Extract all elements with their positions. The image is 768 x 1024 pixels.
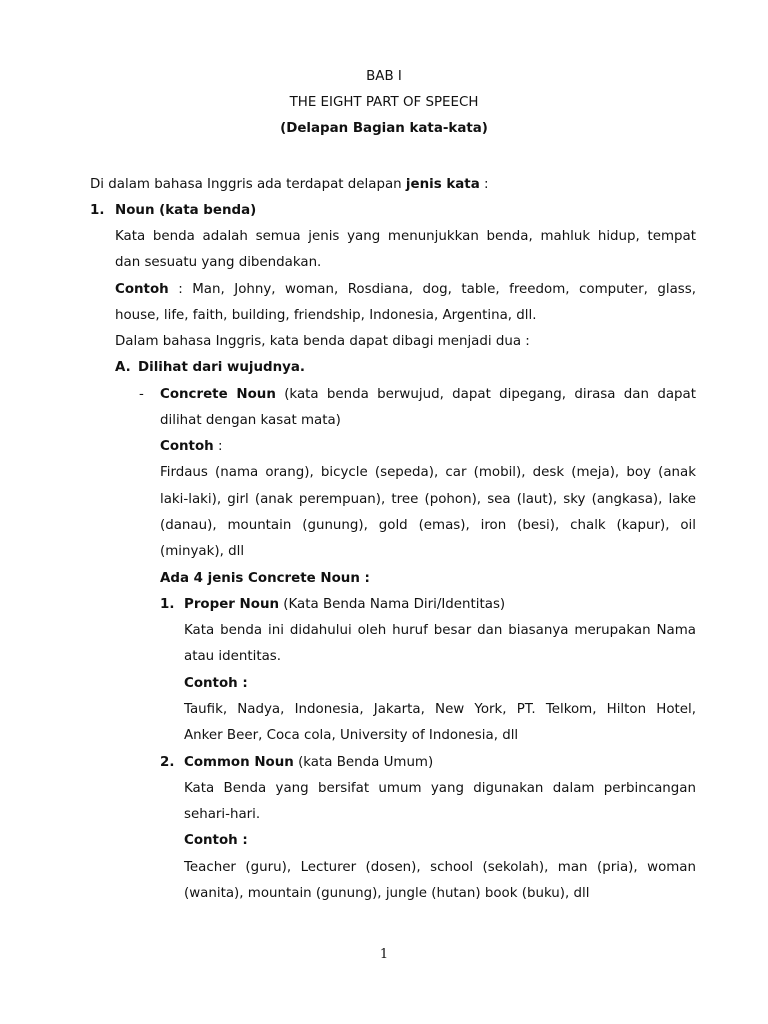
noun-example-line: Contoh : Man, Johny, woman, Rosdiana, dog, table, freedom, computer, glass, [115, 282, 696, 297]
proper-title: Proper Noun [184, 597, 280, 612]
proper-number: 1. [160, 597, 175, 612]
noun-number: 1. [90, 203, 105, 218]
noun-heading: Noun (kata benda) [115, 203, 257, 218]
noun-definition-line: Kata benda adalah semua jenis yang menunjukkan benda, mahluk hidup, tempat [115, 229, 696, 244]
concrete-dash: - [139, 387, 144, 402]
common-example-line: Teacher (guru), Lecturer (dosen), school (sekolah), man (pria), woman [184, 860, 696, 875]
concrete-heading-line: Concrete Noun (kata benda berwujud, dapat dipegang, dirasa dan dapat [160, 387, 696, 402]
noun-example-line: house, life, faith, building, friendship, Indonesia, Argentina, dll. [115, 308, 537, 323]
contoh-label: Contoh [115, 282, 169, 297]
concrete-example-line: (minyak), dll [160, 544, 245, 559]
common-title: Common Noun [184, 755, 294, 770]
concrete-example-line: Firdaus (nama orang), bicycle (sepeda), car (mobil), desk (meja), boy (anak [160, 465, 696, 480]
concrete-title: Concrete Noun [160, 387, 276, 402]
common-example-line: (wanita), mountain (gunung), jungle (hutan) book (buku), dll [184, 886, 590, 901]
intro-emphasis: jenis kata [405, 177, 480, 192]
common-definition-line: sehari-hari. [184, 807, 261, 822]
chapter-title: THE EIGHT PART OF SPEECH [289, 95, 479, 110]
concrete-types-heading: Ada 4 jenis Concrete Noun : [160, 571, 370, 586]
concrete-example-line: (danau), mountain (gunung), gold (emas), iron (besi), chalk (kapur), oil [160, 518, 696, 533]
chapter-subtitle: (Delapan Bagian kata-kata) [280, 121, 488, 136]
common-number: 2. [160, 755, 175, 770]
section-a-letter: A. [115, 360, 131, 375]
proper-example-line: Taufik, Nadya, Indonesia, Jakarta, New York, PT. Telkom, Hilton Hotel, [184, 702, 696, 717]
proper-definition-line: atau identitas. [184, 649, 282, 664]
noun-division-line: Dalam bahasa Inggris, kata benda dapat dibagi menjadi dua : [115, 334, 530, 349]
proper-heading-line: Proper Noun (Kata Benda Nama Diri/Identitas) [184, 597, 506, 612]
section-a-heading: Dilihat dari wujudnya. [138, 360, 305, 375]
proper-definition-line: Kata benda ini didahului oleh huruf besar dan biasanya merupakan Nama [184, 623, 696, 638]
contoh-label: Contoh [160, 439, 214, 454]
common-contoh-label: Contoh : [184, 833, 248, 848]
chapter-heading: BAB I [366, 69, 402, 84]
proper-example-line: Anker Beer, Coca cola, University of Indonesia, dll [184, 728, 519, 743]
concrete-contoh-line: Contoh : [160, 439, 223, 454]
noun-definition-line: dan sesuatu yang dibendakan. [115, 255, 322, 270]
common-definition-line: Kata Benda yang bersifat umum yang digunakan dalam perbincangan [184, 781, 696, 796]
proper-contoh-label: Contoh : [184, 676, 248, 691]
concrete-desc-line: dilihat dengan kasat mata) [160, 413, 341, 428]
page-number: 1 [379, 947, 389, 962]
intro-line: Di dalam bahasa Inggris ada terdapat delapan jenis kata : [90, 177, 489, 192]
concrete-example-line: laki-laki), girl (anak perempuan), tree (pohon), sea (laut), sky (angkasa), lake [160, 492, 696, 507]
common-heading-line: Common Noun (kata Benda Umum) [184, 755, 434, 770]
